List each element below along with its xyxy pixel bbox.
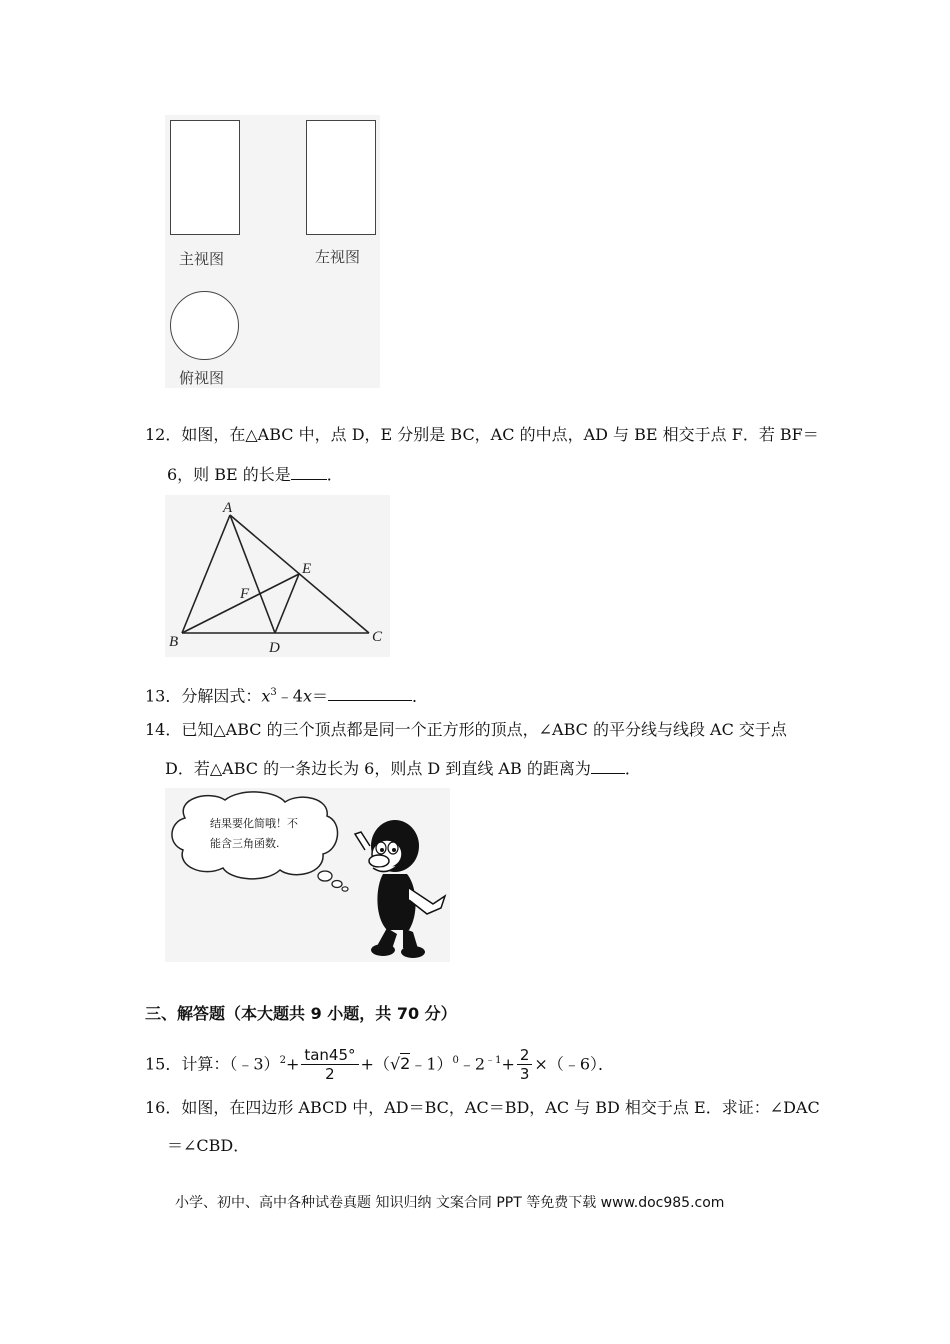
label-A: A	[223, 500, 233, 516]
q14-answer-blank	[591, 759, 625, 774]
q13-var-x2: x	[302, 686, 313, 706]
cartoon-illustration	[165, 788, 450, 962]
section-3-title: 三、解答题（本大题共 9 小题，共 70 分）	[145, 1004, 457, 1023]
q13-answer-blank	[328, 686, 412, 701]
page-footer: 小学、初中、高中各种试卷真题 知识归纳 文案合同 PPT 等免费下载 www.doc985.com	[175, 1195, 725, 1211]
q14-line2	[165, 758, 641, 780]
triangle-diagram	[165, 495, 390, 657]
q12-line1	[145, 424, 819, 446]
bubble-text-line1: 结果要化简哦！不	[210, 817, 298, 830]
q16-line2	[167, 1135, 249, 1157]
q15-minus-one: ﹣1）	[410, 1054, 453, 1074]
q14-number: 14．	[145, 720, 182, 739]
left-view-rectangle	[306, 120, 376, 235]
q13-prompt: 分解因式：	[181, 686, 262, 706]
front-view-label: 主视图	[179, 250, 225, 268]
q15-open-paren: +（	[360, 1054, 390, 1074]
q15-fraction-numerator: 2	[517, 1046, 533, 1065]
q15-fraction-tan-denominator: 2	[325, 1065, 335, 1084]
q15-zero-exponent: 0	[452, 1055, 459, 1066]
q13-minus-four: ﹣4	[276, 686, 303, 706]
q12-text-line2: 6，则 BE 的长是	[167, 465, 291, 484]
q15-sqrt-arg: 2	[400, 1054, 411, 1074]
cartoon-figure	[165, 788, 450, 962]
label-D: D	[269, 640, 280, 656]
q14-line1	[145, 719, 787, 741]
q13-exponent: 3	[270, 687, 277, 698]
q13-period: ．	[412, 686, 429, 706]
q15-fraction-denominator: 3	[519, 1065, 530, 1084]
q15-neg-one-exponent: ﹣1	[485, 1055, 502, 1066]
segment-AB	[182, 515, 230, 633]
q14-text-line2: D．若△ABC 的一条边长为 6，则点 D 到直线 AB 的距离为	[165, 759, 591, 778]
q15-plus2: +	[501, 1054, 515, 1074]
q13-equals: ＝	[312, 686, 329, 706]
q15-fraction-tan-numerator: tan45°	[301, 1046, 358, 1065]
label-C: C	[372, 629, 383, 645]
q16-line1	[145, 1097, 820, 1119]
q15-fraction-tan	[301, 1046, 358, 1083]
q13-var-x: x	[261, 686, 271, 706]
q15-line	[145, 1041, 614, 1084]
q12-text-line1: 如图，在△ABC 中，点 D，E 分别是 BC，AC 的中点，AD 与 BE 相交于点 F．若 BF＝	[181, 425, 819, 444]
segment-AC	[230, 515, 369, 633]
q15-suffix: ×（﹣6）．	[534, 1054, 614, 1074]
q16-text-line2: ＝∠CBD．	[167, 1136, 250, 1155]
q13-number: 13．	[145, 686, 182, 706]
q12-number: 12．	[145, 425, 182, 444]
segment-BE	[182, 574, 299, 633]
segment-AD	[230, 515, 275, 633]
q16-text-line1: 如图，在四边形 ABCD 中，AD＝BC，AC＝BD，AC 与 BD 相交于点 E．求证：∠DAC	[181, 1098, 820, 1117]
top-view-label: 俯视图	[179, 369, 225, 387]
bubble-dot-medium	[332, 881, 342, 888]
sqrt-icon: √	[389, 1054, 401, 1074]
label-B: B	[169, 634, 179, 650]
left-view-label: 左视图	[315, 248, 361, 266]
three-views-figure	[165, 115, 380, 388]
bubble-dot-small	[342, 887, 348, 891]
q15-plus1: +	[285, 1054, 300, 1074]
cartoon-character-icon	[355, 820, 445, 958]
q15-square: 2	[279, 1055, 286, 1066]
q12-answer-blank	[291, 465, 327, 480]
q15-prefix: 计算：（﹣3）	[181, 1054, 280, 1074]
q12-period: ．	[326, 465, 343, 484]
label-F: F	[240, 586, 250, 602]
q14-text-line1: 已知△ABC 的三个顶点都是同一个正方形的顶点，∠ABC 的平分线与线段 AC 交于点	[181, 720, 787, 739]
segment-DE	[275, 574, 299, 633]
q15-fraction-two-thirds	[517, 1046, 533, 1083]
front-view-rectangle	[170, 120, 240, 235]
q13-line	[145, 682, 428, 707]
q16-number: 16．	[145, 1098, 182, 1117]
q15-number: 15．	[145, 1054, 182, 1074]
q14-period: ．	[624, 759, 641, 778]
label-E: E	[302, 561, 312, 577]
top-view-circle	[170, 291, 239, 360]
triangle-figure	[165, 495, 390, 657]
q15-minus-two: ﹣2	[458, 1054, 486, 1074]
bubble-dot-large	[318, 871, 332, 881]
thought-bubble	[172, 792, 338, 879]
bubble-text-line2: 能含三角函数.	[210, 837, 280, 850]
q12-line2	[167, 464, 343, 486]
